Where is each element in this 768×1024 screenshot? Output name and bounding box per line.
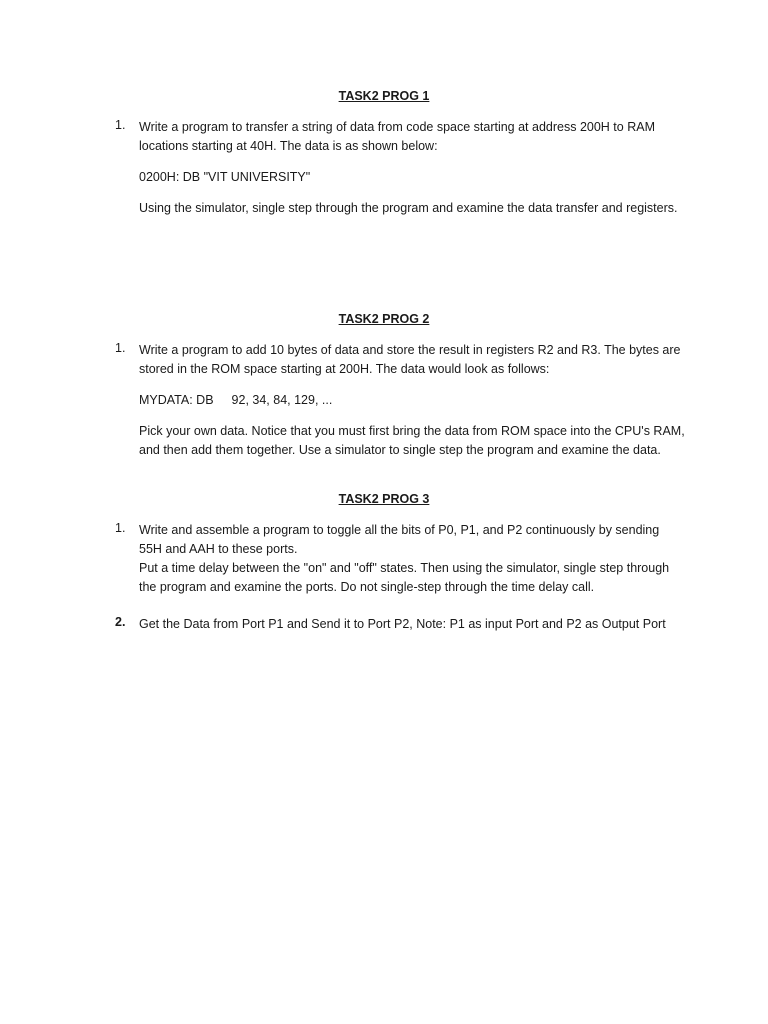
section-heading-prog-1: TASK2 PROG 1 — [338, 89, 430, 103]
task-instructions: Put a time delay between the "on" and "off" states. Then using the simulator, single step through the program and examine the ports. Do not single-step through the time delay call. — [139, 561, 670, 594]
section-heading-prog-2: TASK2 PROG 2 — [338, 312, 430, 326]
item-body — [139, 341, 685, 460]
item-number: 1. — [115, 521, 126, 535]
task-description: Write a program to transfer a string of data from code space starting at address 200H to RAM locations starting at 40H. The data is as shown below: — [139, 120, 655, 153]
item-body — [139, 615, 685, 634]
data-declaration — [139, 391, 685, 410]
list-item-prog-2-task-1 — [115, 341, 685, 460]
task-description: Write and assemble a program to toggle all the bits of P0, P1, and P2 continuously by sending 55H and AAH to these ports. — [139, 523, 660, 556]
list-item-prog-3-task-1 — [115, 521, 685, 597]
task-description: Write a program to add 10 bytes of data and store the result in registers R2 and R3. The bytes are stored in the ROM space starting at 200H. The data would look as follows: — [139, 343, 681, 376]
item-number: 1. — [115, 118, 126, 132]
item-number: 1. — [115, 341, 126, 355]
list-item-prog-1-task-1 — [115, 118, 685, 218]
item-body — [139, 521, 685, 597]
data-declaration: 0200H: DB "VIT UNIVERSITY" — [139, 170, 311, 184]
task-description: Get the Data from Port P1 and Send it to Port P2, Note: P1 as input Port and P2 as Output Port — [139, 617, 666, 631]
item-body — [139, 118, 685, 218]
list-item-prog-3-task-2 — [115, 615, 685, 634]
data-label: MYDATA: DB — [139, 393, 214, 407]
task-instructions: Using the simulator, single step through the program and examine the data transfer and registers. — [139, 201, 678, 215]
task-instructions: Pick your own data. Notice that you must first bring the data from ROM space into the CPU's RAM, and then add them together. Use a simulator to single step the program and examine the data. — [139, 424, 685, 457]
item-number: 2. — [115, 615, 126, 629]
section-heading-prog-3: TASK2 PROG 3 — [338, 492, 430, 506]
data-values: 92, 34, 84, 129, ... — [231, 393, 333, 407]
